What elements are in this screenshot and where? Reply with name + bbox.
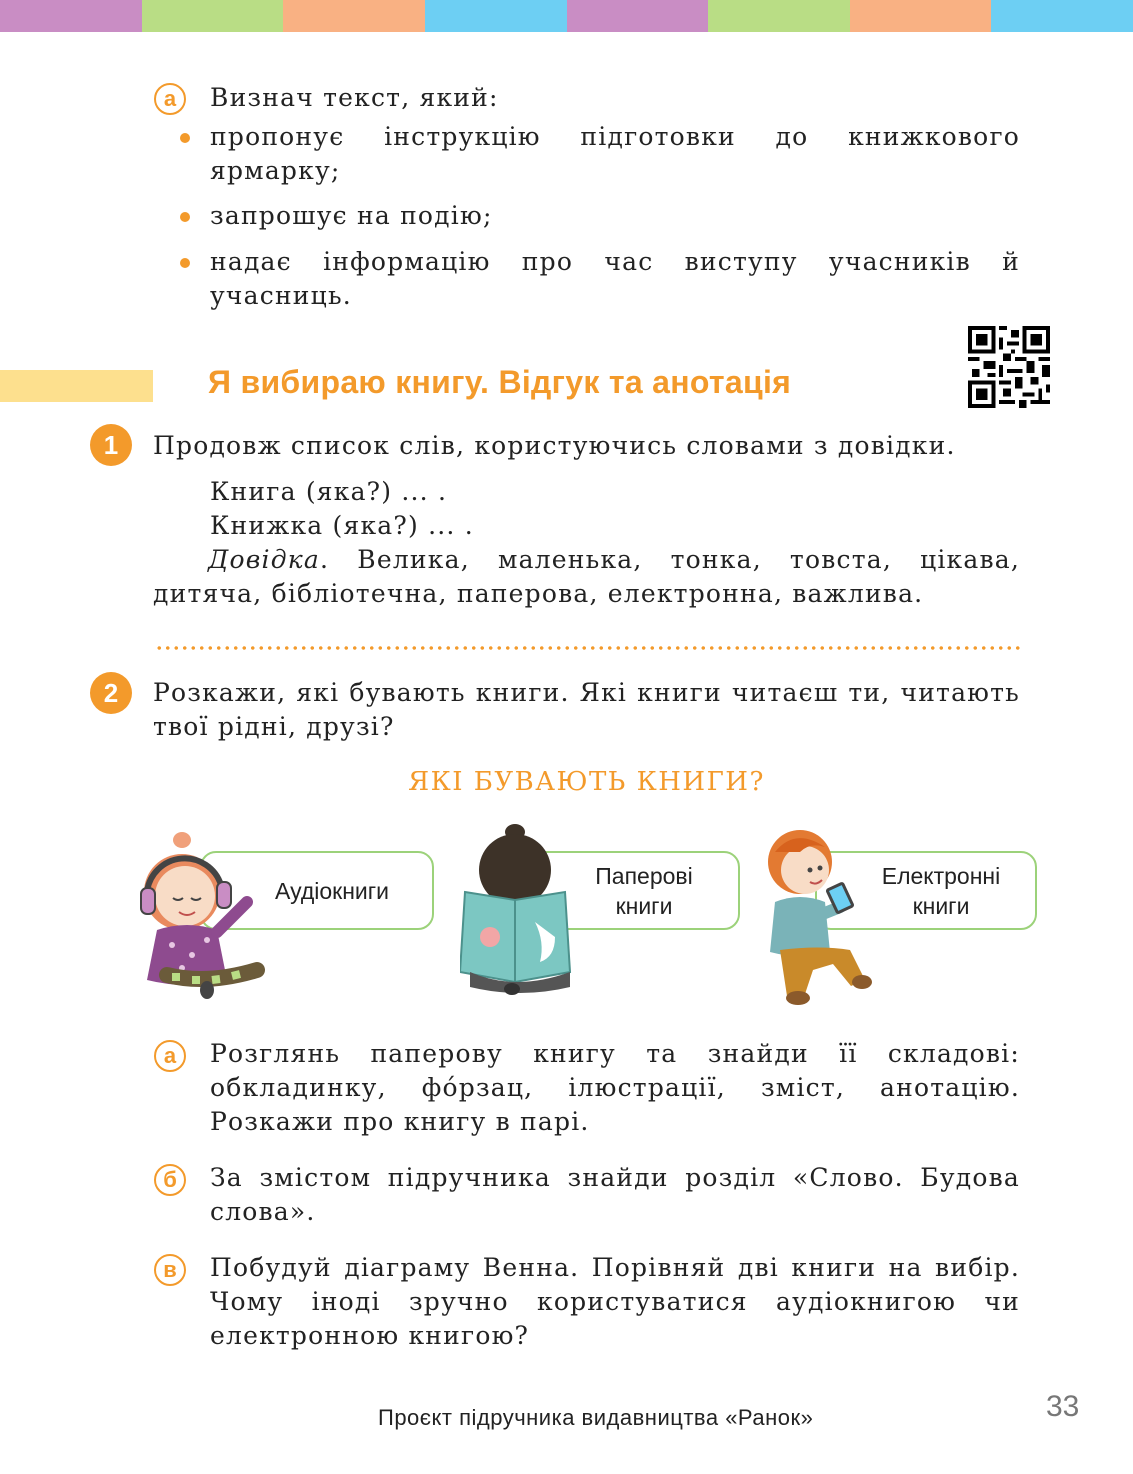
task1-text: Продовж список слів, користуючись словами з довідки. [153,431,956,460]
subtask-c-text: Побудуй діаграму Венна. Порівняй дві книги на вибір. Чому іноді зручно користуватися аудіокнигою чи електронною книгою? [210,1253,1020,1350]
task2-text: Розкажи, які бувають книги. Які книги читаєш ти, читають твої рідні, друзі? [153,678,1020,741]
subtask-c-marker: в [154,1254,186,1286]
task1-number: 1 [90,424,132,466]
stripe [425,0,567,32]
bubble-label: Паперові книги [595,862,693,919]
bullet-dot [180,212,190,222]
girl-with-headphones-illustration [137,830,267,1000]
subtask-b-text: За змістом підручника знайди розділ «Слово. Будова слова». [210,1163,1020,1226]
stripe [142,0,284,32]
title-accent-bar [0,370,153,402]
qr-code-icon[interactable] [968,326,1050,408]
task2-number: 2 [90,672,132,714]
subtask-a-text: Розглянь паперову книгу та знайди її складові: обкладинку, фо́рзац, ілюстрації, зміст, анотацію. Розкажи про книгу в парі. [210,1039,1020,1136]
top-color-stripes [0,0,1133,32]
bubble-label: Аудіокниги [275,877,389,904]
subtask-b-marker: б [154,1164,186,1196]
hint-label: Довідка [208,545,321,574]
stripe [567,0,709,32]
intro-bullet-1: пропонує інструкцію підготовки до книжкового ярмарку; [210,122,1020,185]
intro-prompt: Визнач текст, який: [210,83,499,112]
task1-line1: Книга (яка?) ... . [210,477,448,506]
boy-with-tablet-illustration [760,822,880,1012]
bullet-dot [180,258,190,268]
stripe [850,0,992,32]
hint-text: . Велика, маленька, тонка, товста, цікава, дитяча, бібліотечна, паперова, електронна, важлива. [153,545,1020,608]
section-title: Я вибираю книгу. Відгук та анотація [208,364,792,400]
subtask-a-marker: а [154,1040,186,1072]
page-number: 33 [1046,1390,1080,1423]
dotted-divider [155,646,1021,650]
task1-hint [153,543,1020,611]
intro-marker: а [154,83,186,115]
footer-text: Проєкт підручника видавництва «Ранок» [378,1405,814,1430]
task2-subtitle: ЯКІ БУВАЮТЬ КНИГИ? [408,767,765,797]
stripe [991,0,1133,32]
intro-bullet-3: надає інформацію про час виступу учасників й учасниць. [210,247,1020,310]
bubble-label: Електронні книги [881,862,1001,919]
task1-line2: Книжка (яка?) ... . [210,511,474,540]
intro-bullet-2: запрошує на подію; [210,201,493,230]
bullet-dot [180,133,190,143]
stripe [0,0,142,32]
child-reading-book-illustration [460,822,580,997]
stripe [708,0,850,32]
stripe [283,0,425,32]
